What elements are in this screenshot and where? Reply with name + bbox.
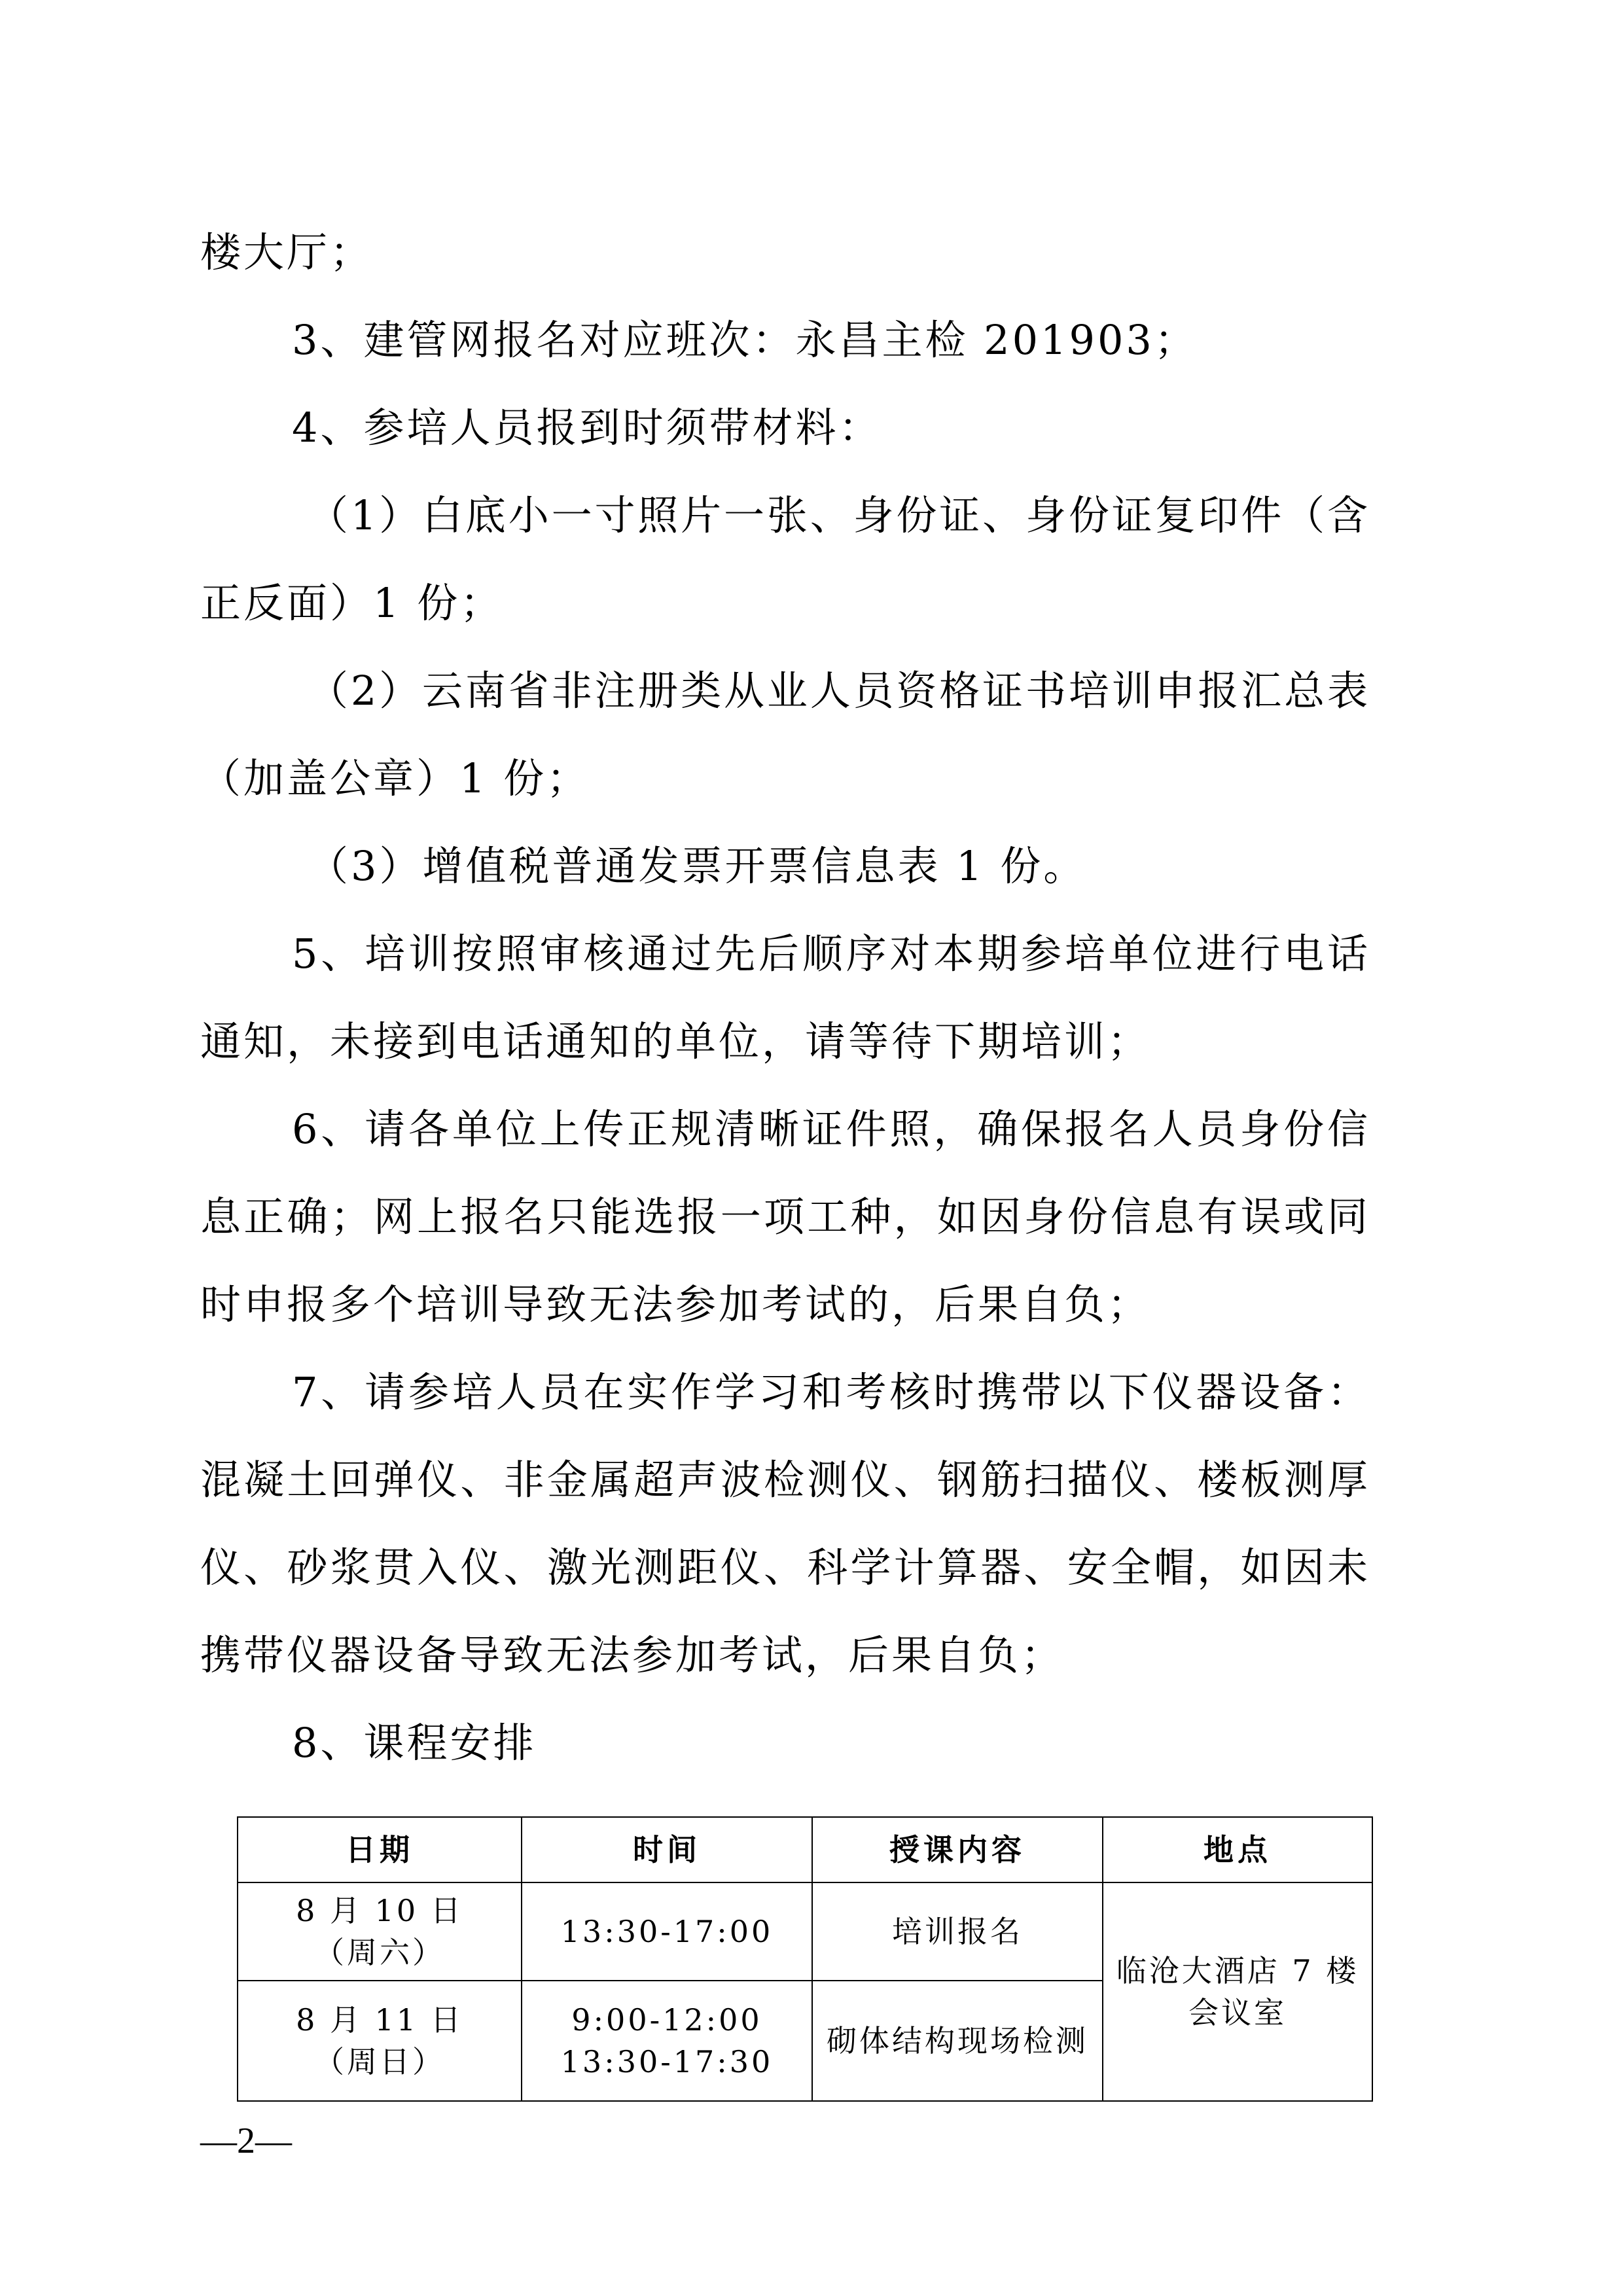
location-cell: [1103, 1882, 1372, 2101]
row-1-time-slot: 13:30-17:00: [560, 1914, 774, 1949]
header-date: 日期: [238, 1817, 522, 1882]
item-8-schedule-heading: 8、课程安排: [292, 1719, 537, 1767]
row-2-time-slot-2: 13:30-17:30: [560, 2044, 774, 2079]
row-2-content: 砌体结构现场检测: [812, 1981, 1103, 2101]
row-2-date: [238, 1981, 522, 2101]
item-7-line-1: 7、请参培人员在实作学习和考核时携带以下仪器设备：: [292, 1368, 1368, 1416]
location-line-2: 会议室: [1188, 1995, 1287, 2030]
item-7-line-4: 携带仪器设备导致无法参加考试，后果自负；: [200, 1631, 1065, 1679]
item-6-line-2: 息正确；网上报名只能选报一项工种，如因身份信息有误或同: [200, 1193, 1368, 1241]
item-5-line-1: 5、培训按照审核通过先后顺序对本期参培单位进行电话: [292, 930, 1368, 978]
item-5-line-2: 通知，未接到电话通知的单位，请等待下期培训；: [200, 1017, 1151, 1065]
row-1-date-weekday: （周六）: [314, 1935, 445, 1970]
material-2-line-1: （2）云南省非注册类从业人员资格证书培训申报汇总表: [308, 667, 1368, 715]
material-1-line-1: （1）白底小一寸照片一张、身份证、身份证复印件（含: [308, 491, 1368, 539]
row-1-time: [522, 1882, 812, 1981]
table-row: [238, 1882, 1372, 1981]
item-4-materials-heading: 4、参培人员报到时须带材料：: [292, 404, 882, 451]
material-1-line-2: 正反面）1 份；: [200, 579, 504, 627]
course-schedule-table: [237, 1816, 1373, 2102]
row-2-time-slot-1: 9:00-12:00: [571, 2002, 762, 2038]
material-2-line-2: （加盖公章）1 份；: [200, 754, 590, 802]
row-1-date: [238, 1882, 522, 1981]
page-number: —2—: [200, 2121, 292, 2161]
header-time: 时间: [522, 1817, 812, 1882]
row-2-date-weekday: （周日）: [314, 2044, 445, 2079]
row-1-date-day: 8 月 10 日: [296, 1893, 463, 1928]
header-location: 地点: [1103, 1817, 1372, 1882]
row-2-time: [522, 1981, 812, 2101]
item-6-line-1: 6、请各单位上传正规清晰证件照，确保报名人员身份信: [292, 1105, 1368, 1153]
row-2-date-day: 8 月 11 日: [296, 2002, 463, 2038]
header-content: 授课内容: [812, 1817, 1103, 1882]
table-header-row: [238, 1817, 1372, 1882]
item-7-line-3: 仪、砂浆贯入仪、激光测距仪、科学计算器、安全帽，如因未: [200, 1544, 1368, 1591]
row-1-content: 培训报名: [812, 1882, 1103, 1981]
item-7-line-2: 混凝土回弹仪、非金属超声波检测仪、钢筋扫描仪、楼板测厚: [200, 1456, 1368, 1504]
material-3: （3）增值税普通发票开票信息表 1 份。: [308, 842, 1087, 890]
item-3-class-info: 3、建管网报名对应班次：永昌主检 201903；: [292, 316, 1198, 364]
location-line-1: 临沧大酒店 7 楼: [1116, 1953, 1359, 1988]
item-6-line-3: 时申报多个培训导致无法参加考试的，后果自负；: [200, 1280, 1151, 1328]
paragraph-continuation: 楼大厅；: [200, 228, 374, 276]
